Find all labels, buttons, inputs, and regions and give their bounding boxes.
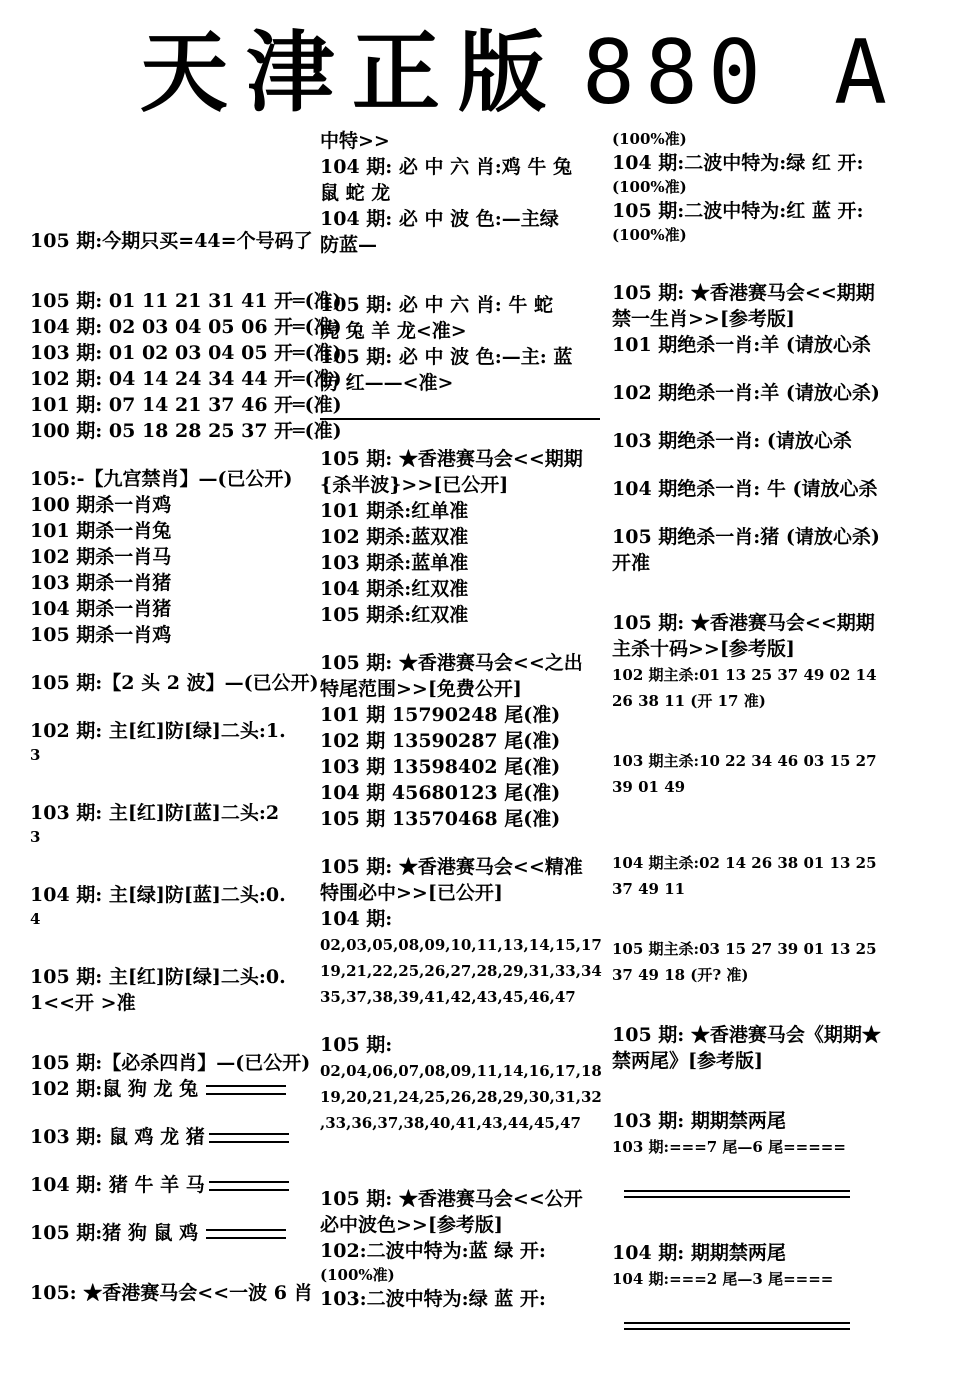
section-heading: 105 期:【2 头 2 波】—(已公开) xyxy=(30,672,319,694)
section-heading: 105 期: ★香港赛马会<<公开 xyxy=(320,1188,583,1210)
line: 1<<开 >准 xyxy=(30,992,136,1014)
section-heading: 禁一生肖>>[参考版] xyxy=(612,308,795,330)
line: 104 期杀:红双准 xyxy=(320,578,469,600)
line: 104 期:===2 尾—3 尾==== xyxy=(612,1270,834,1288)
line: 104 期: xyxy=(320,908,393,930)
line xyxy=(30,1076,310,1102)
divider xyxy=(206,1229,286,1239)
line: 105 期: 主[红]防[绿]二头:0. xyxy=(30,966,286,988)
line: 26 38 11 (开 17 准) xyxy=(612,692,766,710)
divider xyxy=(624,1190,850,1198)
section-heading: 105 期:【必杀四肖】—(已公开) xyxy=(30,1052,311,1074)
line xyxy=(30,1172,310,1198)
number-line: 02,03,05,08,09,10,11,13,14,15,17 xyxy=(320,936,602,954)
line: 105 期: 01 11 21 31 41 开═(准) xyxy=(30,290,342,312)
line: (100%准) xyxy=(612,226,687,244)
line: 防蓝— xyxy=(320,234,378,256)
line: 105 期主杀:03 15 27 39 01 13 25 xyxy=(612,940,877,958)
line: 开准 xyxy=(612,552,651,574)
line: 101 期杀:红单准 xyxy=(320,500,469,522)
section-heading: 105 期: ★香港赛马会<<精准 xyxy=(320,856,583,878)
line: 104 期: 必 中 六 肖:鸡 牛 兔 xyxy=(320,156,572,178)
divider xyxy=(320,418,600,420)
section-heading: 主杀十码>>[参考版] xyxy=(612,638,795,660)
number-line: 19,20,21,24,25,26,28,29,30,31,32 xyxy=(320,1088,602,1106)
section-heading: 特尾范围>>[免费公开] xyxy=(320,678,522,700)
section-heading: 105:-【九宫禁肖】—(已公开) xyxy=(30,468,293,490)
divider xyxy=(209,1133,289,1143)
line: (100%准) xyxy=(320,1266,395,1284)
column-left xyxy=(30,128,342,1306)
line: 鼠 蛇 龙 xyxy=(320,182,391,204)
line: 104 期: 期期禁两尾 xyxy=(612,1242,786,1264)
line: 101 期杀一肖兔 xyxy=(30,520,172,542)
number-line: 35,37,38,39,41,42,43,45,46,47 xyxy=(320,988,576,1006)
line: 105 期 13570468 尾(准) xyxy=(320,808,561,830)
line: 103 期杀一肖猪 xyxy=(30,572,172,594)
line: 102 期杀:蓝双准 xyxy=(320,526,469,548)
line: 3 xyxy=(30,746,41,764)
page-title xyxy=(140,22,940,122)
line: 105 期: 必 中 波 色:—主: 蓝 xyxy=(320,346,573,368)
line: 103 期主杀:10 22 34 46 03 15 27 xyxy=(612,752,877,770)
title-text: 天津正版 xyxy=(140,20,565,124)
line: 102 期 13590287 尾(准) xyxy=(320,730,561,752)
line: 39 01 49 xyxy=(612,778,686,796)
number-line: 19,21,22,25,26,27,28,29,31,33,34 xyxy=(320,962,602,980)
line: 100 期杀一肖鸡 xyxy=(30,494,172,516)
line: 中特>> xyxy=(320,130,390,152)
line: 虎 兔 羊 龙<准> xyxy=(320,320,467,342)
line: 4 xyxy=(30,910,41,928)
line-text: 104 期: 猪 牛 羊 马 xyxy=(30,1174,205,1196)
line: 104 期: 02 03 04 05 06 开═(准) xyxy=(30,316,342,338)
line: 105 期: 必 中 六 肖: 牛 蛇 xyxy=(320,294,553,316)
line: 102 期主杀:01 13 25 37 49 02 14 xyxy=(612,666,877,684)
line: 102 期绝杀一肖:羊 (请放心杀) xyxy=(612,382,880,404)
number-line: ,33,36,37,38,40,41,43,44,45,47 xyxy=(320,1114,581,1132)
line: 102 期杀一肖马 xyxy=(30,546,172,568)
line xyxy=(30,1124,310,1150)
section-heading: {杀半波}>>[已公开] xyxy=(320,474,509,496)
line: 104 期 45680123 尾(准) xyxy=(320,782,561,804)
line: 104 期:二波中特为:绿 红 开: xyxy=(612,152,864,174)
line: 104 期: 必 中 波 色:—主绿 xyxy=(320,208,559,230)
line: 101 期绝杀一肖:羊 (请放心杀 xyxy=(612,334,871,356)
divider xyxy=(624,1322,850,1330)
line: 102 期: 主[红]防[绿]二头:1. xyxy=(30,720,286,742)
line: 101 期 15790248 尾(准) xyxy=(320,704,561,726)
line-text: 105 期:猪 狗 鼠 鸡 xyxy=(30,1222,199,1244)
line: 105 期:二波中特为:红 蓝 开: xyxy=(612,200,864,222)
line: 102:二波中特为:蓝 绿 开: xyxy=(320,1240,546,1262)
line: 103 期: 01 02 03 04 05 开═(准) xyxy=(30,342,342,364)
line: 105 期:今期只买=44=个号码了 xyxy=(30,230,313,252)
section-heading: 特围必中>>[已公开] xyxy=(320,882,503,904)
line: 105 期杀:红双准 xyxy=(320,604,469,626)
line: 104 期杀一肖猪 xyxy=(30,598,172,620)
line: 103 期: 主[红]防[蓝]二头:2 xyxy=(30,802,280,824)
line: 104 期主杀:02 14 26 38 01 13 25 xyxy=(612,854,877,872)
line: 37 49 18 (开? 准) xyxy=(612,966,749,984)
line: 103 期: 期期禁两尾 xyxy=(612,1110,786,1132)
line: 103 期 13598402 尾(准) xyxy=(320,756,561,778)
line-text: 102 期:鼠 狗 龙 兔 xyxy=(30,1078,199,1100)
title-code: 880 A xyxy=(582,21,897,124)
line: 防 红——<准> xyxy=(320,372,454,394)
section-heading: 禁两尾》[参考版] xyxy=(612,1050,763,1072)
line: 104 期绝杀一肖: 牛 (请放心杀 xyxy=(612,478,878,500)
section-heading: 105 期: ★香港赛马会<<期期 xyxy=(612,282,875,304)
line: 3 xyxy=(30,828,41,846)
line: 100 期: 05 18 28 25 37 开═(准) xyxy=(30,420,342,442)
section-heading: 105 期: ★香港赛马会<<之出 xyxy=(320,652,583,674)
line: (100%准) xyxy=(612,178,687,196)
line: 104 期: 主[绿]防[蓝]二头:0. xyxy=(30,884,286,906)
line: 102 期: 04 14 24 34 44 开═(准) xyxy=(30,368,342,390)
line: 105 期杀一肖鸡 xyxy=(30,624,172,646)
line: 101 期: 07 14 21 37 46 开═(准) xyxy=(30,394,342,416)
section-heading: 105 期: ★香港赛马会《期期★ xyxy=(612,1024,881,1046)
line xyxy=(30,1220,310,1246)
number-line: 02,04,06,07,08,09,11,14,16,17,18 xyxy=(320,1062,602,1080)
column-right xyxy=(612,128,892,1338)
line: 37 49 11 xyxy=(612,880,686,898)
line: 103 期绝杀一肖: (请放心杀 xyxy=(612,430,852,452)
section-heading: 105: ★香港赛马会<<一波 6 肖 xyxy=(30,1282,313,1304)
divider xyxy=(209,1181,289,1191)
line: 105 期: xyxy=(320,1034,393,1056)
line-text: 103 期: 鼠 鸡 龙 猪 xyxy=(30,1126,205,1148)
column-middle xyxy=(320,128,600,1312)
line: 103:二波中特为:绿 蓝 开: xyxy=(320,1288,546,1310)
line: (100%准) xyxy=(612,130,687,148)
section-heading: 105 期: ★香港赛马会<<期期 xyxy=(612,612,875,634)
line: 105 期绝杀一肖:猪 (请放心杀) xyxy=(612,526,880,548)
section-heading: 必中波色>>[参考版] xyxy=(320,1214,503,1236)
divider xyxy=(206,1085,286,1095)
line: 103 期:===7 尾—6 尾===== xyxy=(612,1138,846,1156)
line: 103 期杀:蓝单准 xyxy=(320,552,469,574)
section-heading: 105 期: ★香港赛马会<<期期 xyxy=(320,448,583,470)
